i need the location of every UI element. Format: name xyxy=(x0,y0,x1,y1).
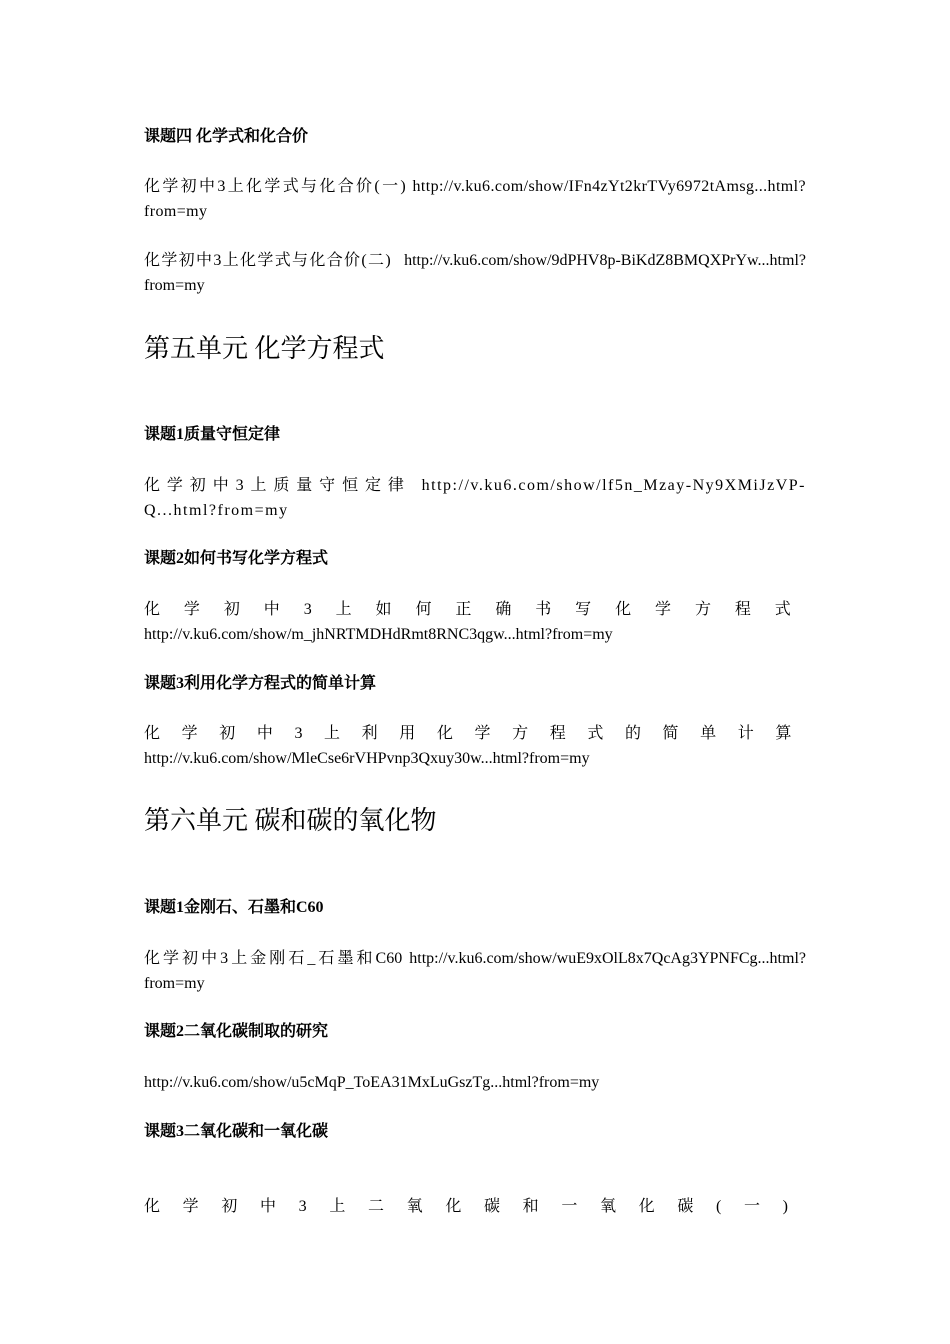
lesson-heading: 课题2如何书写化学方程式 xyxy=(144,550,329,567)
video-link-line: http://v.ku6.com/show/MleCse6rVHPvnp3Qxuy30w...html?from=my xyxy=(144,750,590,767)
unit-title: 第五单元 化学方程式 xyxy=(144,334,385,363)
video-link-paragraph: 化学初中3上化学式与化合价(二) http://v.ku6.com/show/9dPHV8p-BiKdZ8BMQXPrYw...html?from=my xyxy=(144,252,806,294)
video-link-paragraph: 化学初中3上金刚石_石墨和C60 http://v.ku6.com/show/wuE9xOlL8x7QcAg3YPNFCg...html?from=my xyxy=(144,950,806,992)
video-title-line: 化学初中3上如何正确书写化学方程式 xyxy=(144,601,806,618)
lesson-heading: 课题3利用化学方程式的简单计算 xyxy=(144,675,377,692)
unit-title: 第六单元 碳和碳的氧化物 xyxy=(144,806,437,835)
video-link-paragraph: 化学初中3上化学式与化合价(一) http://v.ku6.com/show/IFn4zYt2krTVy6972tAmsg...html?from=my xyxy=(144,178,806,220)
lesson-heading: 课题四 化学式和化合价 xyxy=(144,128,309,145)
lesson-heading: 课题3二氧化碳和一氧化碳 xyxy=(144,1123,329,1140)
lesson-heading: 课题2二氧化碳制取的研究 xyxy=(144,1023,329,1040)
video-title-line: 化学初中3上二氧化碳和一氧化碳(一) xyxy=(144,1198,806,1215)
lesson-heading: 课题1质量守恒定律 xyxy=(144,426,281,443)
video-title-line: 化学初中3上利用化学方程式的简单计算 xyxy=(144,725,806,742)
video-link-line: http://v.ku6.com/show/m_jhNRTMDHdRmt8RNC3qgw...html?from=my xyxy=(144,626,613,643)
video-link-line: http://v.ku6.com/show/u5cMqP_ToEA31MxLuGszTg...html?from=my xyxy=(144,1074,600,1091)
lesson-heading: 课题1金刚石、石墨和C60 xyxy=(144,899,324,916)
video-link-paragraph: 化学初中3上质量守恒定律 http://v.ku6.com/show/lf5n_Mzay-Ny9XMiJzVP-Q...html?from=my xyxy=(144,477,806,519)
